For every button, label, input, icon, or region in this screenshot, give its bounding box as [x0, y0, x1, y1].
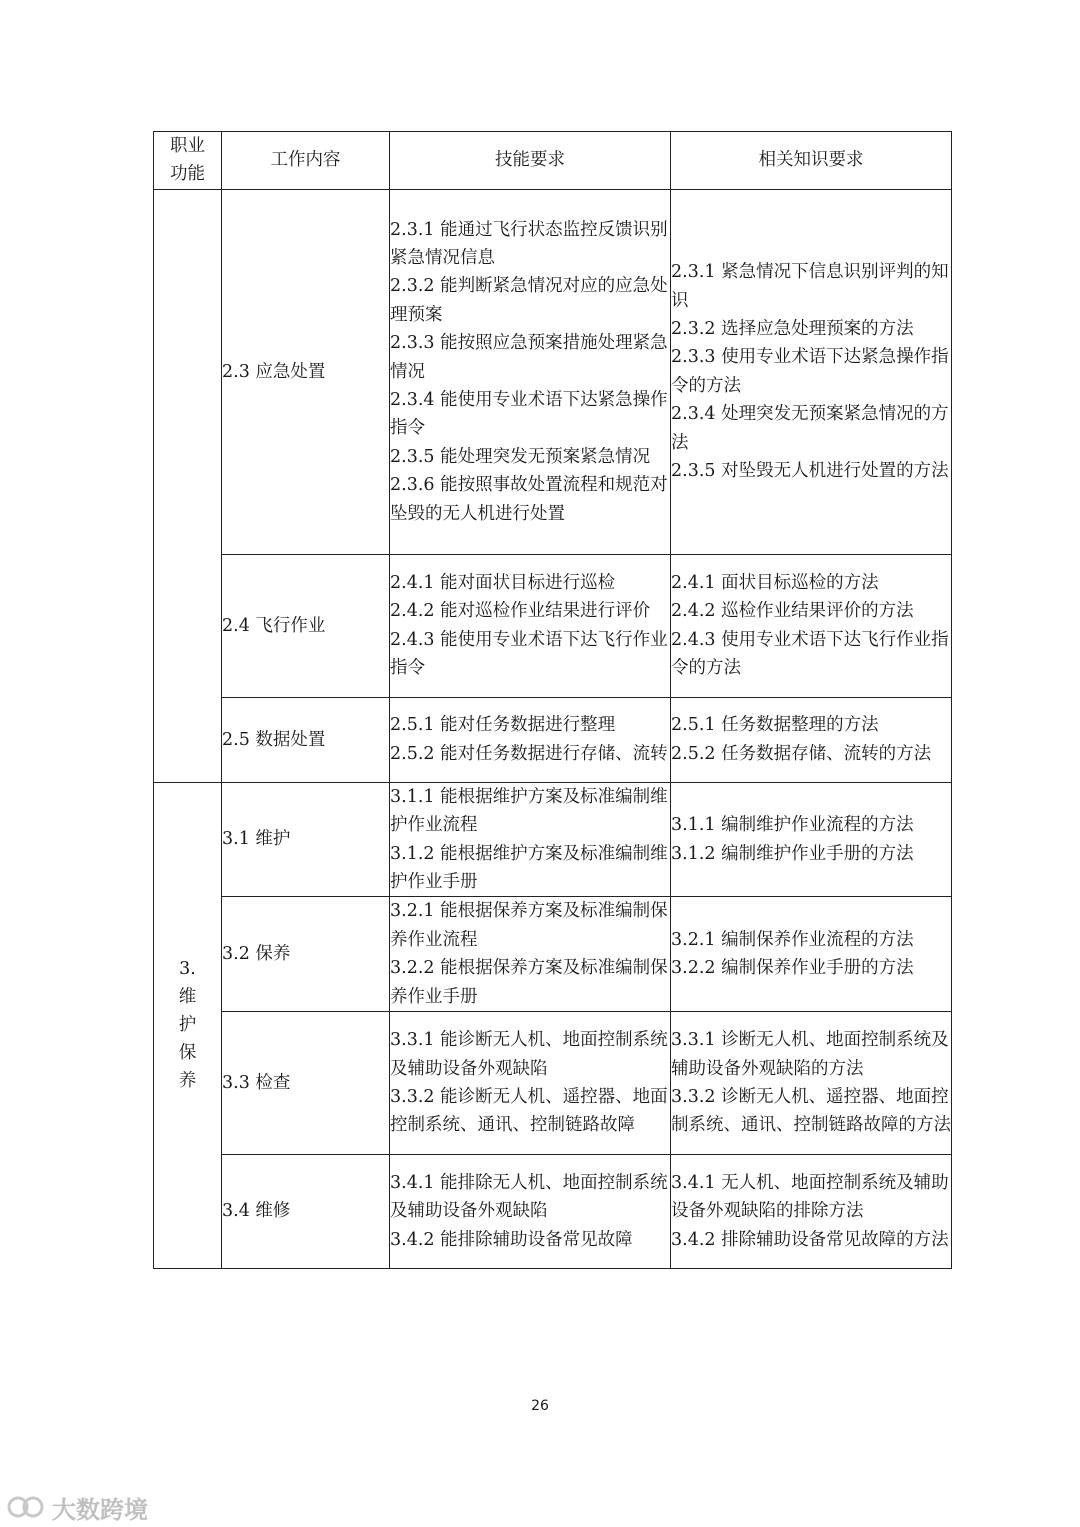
skills-cell	[390, 1155, 671, 1269]
table-row	[154, 554, 952, 697]
list-item: 2.3.3 使用专业术语下达紧急操作指令的方法	[671, 347, 949, 396]
work-content-cell: 2.4 飞行作业	[222, 554, 390, 697]
header-skill-requirements: 技能要求	[390, 132, 671, 190]
list-item: 3.2.1 编制保养作业流程的方法	[671, 929, 914, 950]
work-content-cell: 2.3 应急处置	[222, 189, 390, 554]
knowledge-cell	[671, 697, 952, 782]
list-item: 2.4.1 能对面状目标进行巡检	[390, 573, 616, 593]
list-item: 2.4.2 能对巡检作业结果进行评价	[390, 601, 651, 622]
table-row	[154, 1012, 952, 1155]
list-item: 3.4.2 能排除辅助设备常见故障	[390, 1229, 633, 1250]
list-item: 2.5.2 任务数据存储、流转的方法	[671, 743, 932, 764]
page-number: 26	[531, 1398, 549, 1414]
skills-cell	[390, 897, 671, 1012]
skills-cell	[390, 782, 671, 897]
list-item: 2.3.2 能判断紧急情况对应的应急处理预案	[390, 276, 668, 325]
list-item: 2.4.1 面状目标巡检的方法	[671, 573, 879, 593]
list-item: 3.1.1 编制维护作业流程的方法	[671, 815, 914, 836]
skills-cell	[390, 554, 671, 697]
list-item: 3.4.1 能排除无人机、地面控制系统及辅助设备外观缺陷	[390, 1172, 668, 1222]
list-item: 3.1.2 编制维护作业手册的方法	[671, 843, 914, 864]
list-item: 3.3.1 诊断无人机、地面控制系统及辅助设备外观缺陷的方法	[671, 1030, 949, 1079]
table-row	[154, 189, 952, 554]
skills-cell	[390, 697, 671, 782]
list-item: 2.5.2 能对任务数据进行存储、流转	[390, 743, 668, 764]
list-item: 3.1.2 能根据维护方案及标准编制维护作业手册	[390, 843, 668, 893]
list-item: 2.3.1 紧急情况下信息识别评判的知识	[671, 262, 949, 311]
list-item: 2.3.4 处理突发无预案紧急情况的方法	[671, 404, 949, 453]
function-cell-3: 3. 维 护 保 养	[154, 782, 222, 1268]
work-content-cell: 3.3 检查	[222, 1012, 390, 1155]
work-content-cell: 3.2 保养	[222, 897, 390, 1012]
competency-table	[153, 131, 952, 1269]
knowledge-cell	[671, 189, 952, 554]
knowledge-cell	[671, 782, 952, 897]
list-item: 2.3.5 能处理突发无预案紧急情况	[390, 446, 651, 467]
list-item: 2.3.3 能按照应急预案措施处理紧急情况	[390, 333, 668, 382]
list-item: 3.2.1 能根据保养方案及标准编制保养作业流程	[390, 901, 668, 950]
list-item: 3.2.2 编制保养作业手册的方法	[671, 958, 914, 979]
list-item: 3.4.2 排除辅助设备常见故障的方法	[671, 1229, 949, 1250]
header-knowledge-requirements: 相关知识要求	[671, 132, 952, 190]
list-item: 2.3.6 能按照事故处置流程和规范对坠毁的无人机进行处置	[390, 475, 668, 524]
list-item: 2.3.1 能通过飞行状态监控反馈识别紧急情况信息	[390, 219, 668, 268]
list-item: 3.4.1 无人机、地面控制系统及辅助设备外观缺陷的排除方法	[671, 1172, 949, 1222]
list-item: 2.3.4 能使用专业术语下达紧急操作指令	[390, 390, 668, 439]
table-row	[154, 782, 952, 897]
knowledge-cell	[671, 554, 952, 697]
list-item: 3.3.1 能诊断无人机、地面控制系统及辅助设备外观缺陷	[390, 1030, 668, 1079]
list-item: 2.4.3 使用专业术语下达飞行作业指令的方法	[671, 629, 949, 679]
table-header-row	[154, 132, 952, 190]
work-content-cell: 3.4 维修	[222, 1155, 390, 1269]
list-item: 2.4.3 能使用专业术语下达飞行作业指令	[390, 629, 668, 679]
header-function: 职业 功能	[154, 132, 222, 190]
list-item: 2.5.1 任务数据整理的方法	[671, 715, 879, 736]
table-row	[154, 697, 952, 782]
table-row	[154, 1155, 952, 1269]
list-item: 3.1.1 能根据维护方案及标准编制维护作业流程	[390, 786, 668, 836]
list-item: 2.5.1 能对任务数据进行整理	[390, 715, 616, 736]
watermark	[6, 1492, 148, 1522]
knowledge-cell	[671, 897, 952, 1012]
list-item: 2.3.2 选择应急处理预案的方法	[671, 319, 914, 339]
list-item: 2.3.5 对坠毁无人机进行处置的方法	[671, 461, 949, 482]
work-content-cell: 3.1 维护	[222, 782, 390, 897]
list-item: 3.2.2 能根据保养方案及标准编制保养作业手册	[390, 958, 668, 1007]
table-row	[154, 897, 952, 1012]
knowledge-cell	[671, 1012, 952, 1155]
skills-cell	[390, 189, 671, 554]
watermark-text: 大数跨境	[52, 1495, 148, 1524]
work-content-cell: 2.5 数据处置	[222, 697, 390, 782]
list-item: 3.3.2 能诊断无人机、遥控器、地面控制系统、通讯、控制链路故障	[390, 1087, 668, 1136]
header-work-content: 工作内容	[222, 132, 390, 190]
function-cell-2	[154, 189, 222, 782]
list-item: 2.4.2 巡检作业结果评价的方法	[671, 601, 914, 622]
list-item: 3.3.2 诊断无人机、遥控器、地面控制系统、通讯、控制链路故障的方法	[671, 1087, 951, 1136]
knowledge-cell	[671, 1155, 952, 1269]
skills-cell	[390, 1012, 671, 1155]
watermark-logo-icon	[6, 1495, 46, 1519]
